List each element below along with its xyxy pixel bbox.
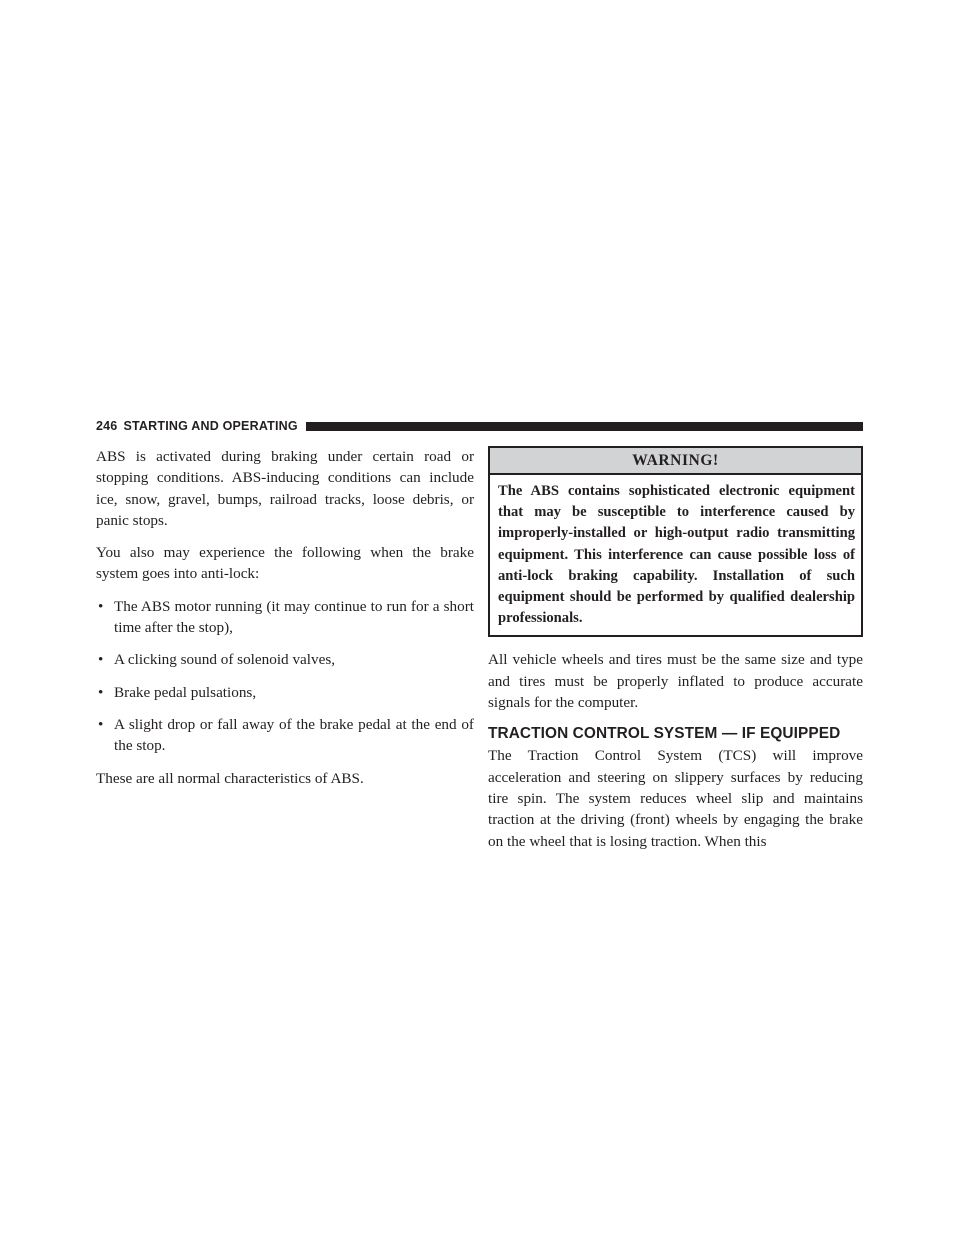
warning-text: The ABS contains sophisticated electronic equipment that may be susceptible to interference caused by improperly-installed or high-output radio transmitting equipment. This interference can cause possible loss of anti-lock braking capability. Installation of such equipment should be performed by qualified dealership professionals.: [498, 483, 855, 627]
list-item-text: A clicking sound of solenoid valves,: [114, 651, 336, 669]
list-item-text: The ABS motor running (it may continue to run for a short time after the stop),: [114, 597, 474, 637]
bullet-icon: •: [98, 683, 104, 701]
list-item: [96, 714, 474, 757]
anti-lock-intro-paragraph: You also may experience the following when the brake system goes into anti-lock:: [96, 544, 474, 583]
list-item: [96, 682, 474, 703]
list-item: [96, 649, 474, 670]
right-column: [488, 446, 863, 863]
header-rule: [306, 422, 863, 431]
section-heading: TRACTION CONTROL SYSTEM — IF EQUIPPED: [488, 725, 841, 743]
page-header: [96, 418, 863, 434]
header-text: [96, 419, 306, 433]
list-item-text: Brake pedal pulsations,: [114, 683, 257, 701]
abs-activation-paragraph: ABS is activated during braking under certain road or stopping conditions. ABS-inducing conditions can include ice, snow, gravel, bumps, railroad tracks, loose debris, or panic stops.: [96, 448, 474, 529]
list-item: [96, 596, 474, 639]
warning-box: [488, 446, 863, 637]
tcs-paragraph: The Traction Control System (TCS) will improve acceleration and steering on slippery surfaces by reducing tire spin. The system reduces wheel slip and maintains traction at the driving (front) wheels by engaging the brake on the wheel that is losing traction. When this: [488, 747, 863, 850]
wheels-tires-paragraph: All vehicle wheels and tires must be the same size and type and tires must be properly inflated to produce accurate signals for the computer.: [488, 651, 863, 712]
bullet-icon: •: [98, 715, 104, 733]
list-item-text: A slight drop or fall away of the brake pedal at the end of the stop.: [114, 715, 474, 755]
bullet-icon: •: [98, 597, 104, 615]
bullet-icon: •: [98, 651, 104, 669]
section-title: STARTING AND OPERATING: [123, 419, 298, 433]
page-number: 246: [96, 419, 118, 433]
left-column: [96, 446, 474, 800]
normal-characteristics-paragraph: These are all normal characteristics of ABS.: [96, 769, 364, 787]
anti-lock-effects-list: [96, 596, 474, 757]
warning-title: WARNING!: [490, 448, 861, 475]
